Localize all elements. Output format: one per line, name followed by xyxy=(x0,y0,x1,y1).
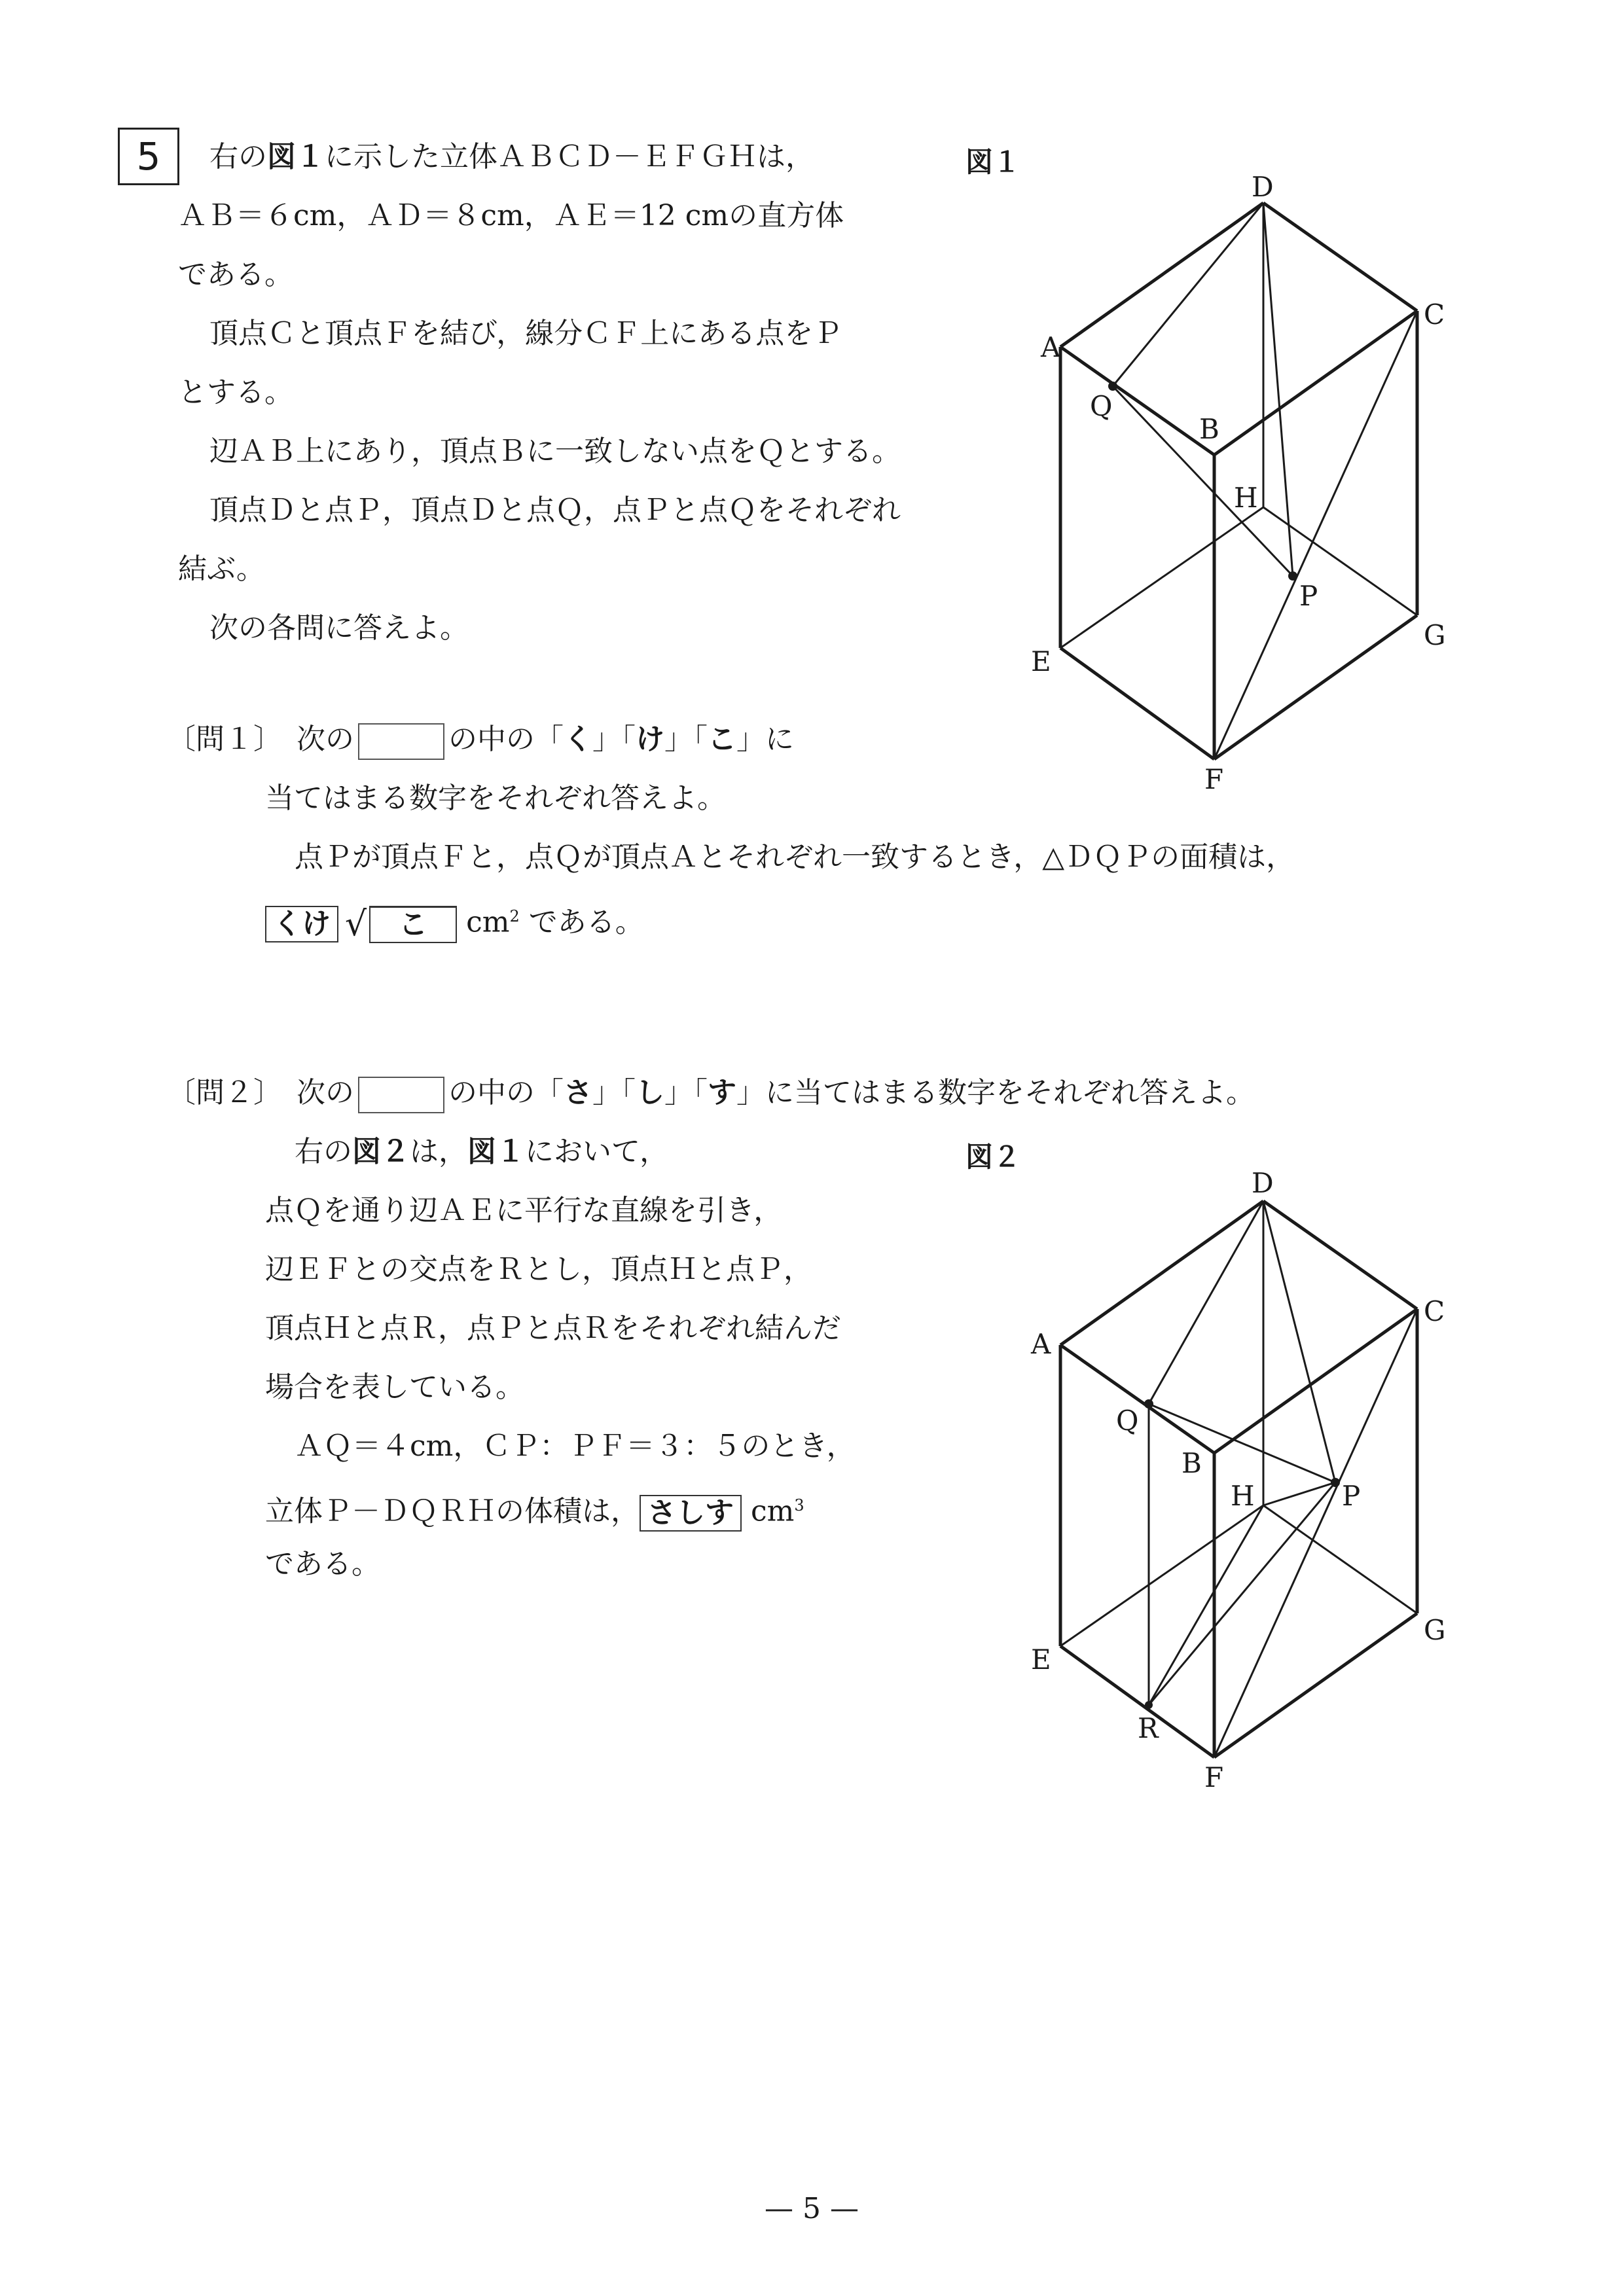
label-h: H xyxy=(1234,482,1258,514)
intro-line-1: 右の図１に示した立体ＡＢＣＤ－ＥＦＧＨは， xyxy=(209,140,814,173)
label-c: C xyxy=(1424,298,1445,331)
q2-blank-box xyxy=(358,1077,444,1113)
label-h: H xyxy=(1231,1480,1255,1512)
page-number: — 5 — xyxy=(765,2192,859,2225)
q1-line-2: 当てはまる数字をそれぞれ答えよ。 xyxy=(265,781,726,815)
label-f: F xyxy=(1204,1761,1224,1793)
edge-ef xyxy=(1060,648,1214,759)
problem-number-box xyxy=(118,128,179,185)
label-g: G xyxy=(1424,619,1446,651)
q1-answer-line: くけ √ こ $cm^2$ である。 xyxy=(265,897,644,944)
label-e: E xyxy=(1031,1643,1051,1676)
edge-cb xyxy=(1214,311,1417,455)
edge-ba xyxy=(1060,1345,1214,1453)
point-q xyxy=(1108,382,1117,391)
segment-pq xyxy=(1149,1404,1335,1482)
intro-line-5: とする。 xyxy=(178,376,293,409)
edge-ba xyxy=(1060,347,1214,455)
q2-line-8: 立体Ｐ－ＤＱＲＨの体積は， さしす $cm^3$ xyxy=(265,1486,804,1532)
label-d: D xyxy=(1252,171,1274,203)
edge-eh xyxy=(1060,507,1263,648)
label-q: Q xyxy=(1090,390,1113,422)
q2-line-9: である。 xyxy=(265,1547,380,1581)
label-p: P xyxy=(1342,1480,1361,1512)
label-r: R xyxy=(1138,1712,1159,1744)
intro-line-9: 次の各問に答えよ。 xyxy=(209,611,469,645)
q2-line-5: 頂点Ｈと点Ｒ，点Ｐと点Ｒをそれぞれ結んだ xyxy=(265,1312,841,1345)
q2-answer-box-sashisu[interactable]: さしす xyxy=(640,1495,742,1532)
q1-answer-box-kuke[interactable]: くけ xyxy=(265,906,338,942)
point-r xyxy=(1145,1701,1153,1709)
q2-line-7: ＡＱ＝４cm，ＣＰ：ＰＦ＝３：５のとき， xyxy=(295,1429,856,1463)
intro-line-8: 結ぶ。 xyxy=(178,552,265,586)
sqrt-sign: √ xyxy=(345,905,367,944)
q2-line-2: 右の図２は，図１において， xyxy=(295,1135,669,1168)
q2-line-6: 場合を表している。 xyxy=(265,1371,524,1404)
label-c: C xyxy=(1424,1295,1445,1327)
segment-pr xyxy=(1149,1482,1335,1705)
edge-ad xyxy=(1060,1201,1263,1345)
segment-dp xyxy=(1263,203,1293,576)
label-b: B xyxy=(1182,1447,1202,1479)
label-b: B xyxy=(1199,413,1219,445)
edge-dc xyxy=(1263,203,1417,311)
label-e: E xyxy=(1031,645,1051,677)
label-a: A xyxy=(1041,331,1061,363)
point-q xyxy=(1144,1399,1153,1408)
segment-cf xyxy=(1214,311,1417,759)
edge-cb xyxy=(1214,1309,1417,1453)
segment-hr xyxy=(1149,1505,1263,1705)
figure2-cuboid xyxy=(982,1152,1506,1806)
figure2-title: 図２ xyxy=(965,1141,1021,1173)
intro-line-2: ＡＢ＝６cm，ＡＤ＝８cm，ＡＥ＝12 cmの直方体 xyxy=(178,199,844,232)
q2-line-4: 辺ＥＦとの交点をＲとし，頂点Ｈと点Ｐ， xyxy=(265,1253,812,1286)
segment-dq xyxy=(1149,1201,1263,1404)
point-p xyxy=(1331,1478,1340,1487)
intro-line-3: である。 xyxy=(178,258,293,291)
edge-fg xyxy=(1214,1613,1417,1757)
q2-line-3: 点Ｑを通り辺ＡＥに平行な直線を引き， xyxy=(265,1194,783,1227)
edge-fg xyxy=(1214,615,1417,759)
q1-answer-box-ko[interactable]: こ xyxy=(369,906,457,943)
q1-blank-box xyxy=(358,723,444,760)
figure1-title: 図１ xyxy=(965,146,1021,178)
label-a: A xyxy=(1031,1328,1051,1360)
point-p xyxy=(1288,571,1297,581)
q1-line-3: 点Ｐが頂点Ｆと，点Ｑが頂点Ａとそれぞれ一致するとき，△ＤＱＰの面積は， xyxy=(295,840,1295,874)
edge-eh xyxy=(1060,1505,1263,1646)
segment-cf xyxy=(1214,1309,1417,1757)
label-d: D xyxy=(1252,1167,1274,1199)
intro-line-7: 頂点Ｄと点Ｐ，頂点Ｄと点Ｑ，点Ｐと点Ｑをそれぞれ xyxy=(209,493,901,527)
problem-number: 5 xyxy=(136,134,161,179)
figure1-cuboid xyxy=(982,157,1506,812)
label-g: G xyxy=(1424,1614,1446,1646)
intro-line-4: 頂点Ｃと頂点Ｆを結び，線分ＣＦ上にある点をＰ xyxy=(209,317,842,350)
intro-line-6: 辺ＡＢ上にあり，頂点Ｂに一致しない点をＱとする。 xyxy=(209,435,901,468)
label-f: F xyxy=(1204,763,1224,795)
label-p: P xyxy=(1299,580,1318,612)
label-q: Q xyxy=(1116,1405,1139,1437)
q2-line-1: 〔問２〕 次の の中の「さ」「し」「す」に当てはまる数字をそれぞれ答えよ。 xyxy=(167,1073,1255,1113)
q1-line-1: 〔問１〕 次の の中の「く」「け」「こ」に xyxy=(167,720,794,760)
